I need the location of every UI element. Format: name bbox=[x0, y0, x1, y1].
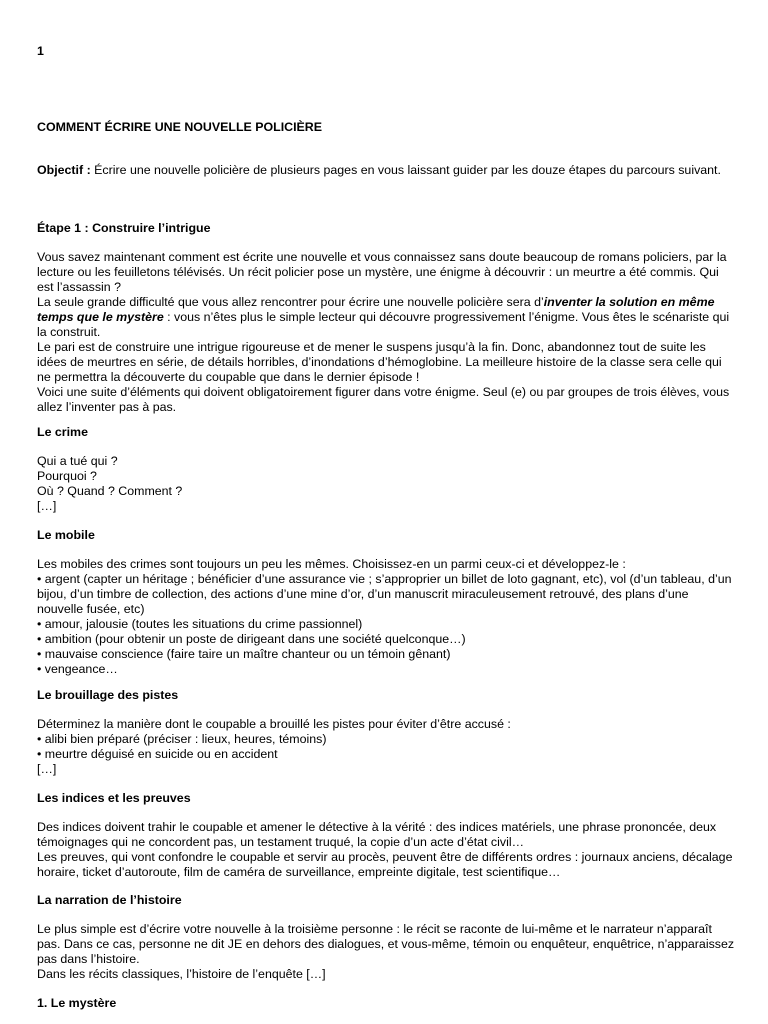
step1-para1: Vous savez maintenant comment est écrite une nouvelle et vous connaissez sans doute beaucoup de romans policiers, par la lecture ou les feuilletons télévisés. Un récit policier pose un mystère, une énigme à découvrir : un meurtre a été commis. Qui est l’assassin ? bbox=[37, 250, 727, 294]
step1-heading: Étape 1 : Construire l’intrigue bbox=[37, 221, 211, 235]
mobile-item: • argent (capter un héritage ; bénéficier d’une assurance vie ; s’approprier un billet de loto gagnant, etc), vol (d’un tableau, d’un bijou, d’un timbre de collection, des actions d’une mine d’or, d’un manuscrit miraculeusement retrouvé, des plans d’une nouvelle fusée, etc) bbox=[37, 572, 732, 616]
mobile-heading: Le mobile bbox=[37, 528, 95, 542]
objective-paragraph bbox=[37, 163, 737, 178]
narration-heading: La narration de l’histoire bbox=[37, 893, 182, 907]
indices-heading: Les indices et les preuves bbox=[37, 791, 191, 805]
step1-body bbox=[37, 250, 737, 415]
mobile-item: • vengeance… bbox=[37, 662, 118, 676]
brouillage-intro: Déterminez la manière dont le coupable a brouillé les pistes pour éviter d’être accusé : bbox=[37, 717, 511, 731]
page-number: 1 bbox=[37, 44, 44, 58]
narration-body bbox=[37, 922, 737, 982]
brouillage-heading: Le brouillage des pistes bbox=[37, 688, 179, 702]
indices-para1: Des indices doivent trahir le coupable et amener le détective à la vérité : des indices matériels, une phrase prononcée, deux témoignages qui ne concordent pas, un testament truqué, la copie d’un acte d’état civil… bbox=[37, 820, 717, 849]
narration-para1: Le plus simple est d’écrire votre nouvelle à la troisième personne : le récit se raconte de lui-même et le narrateur n’apparaît pas. Dans ce cas, personne ne dit JE en dehors des dialogues, et vous-même, témoin ou enquêteur, enquêtrice, n’apparaissez pas dans l’histoire. bbox=[37, 922, 735, 966]
objective-text: Écrire une nouvelle policière de plusieurs pages en vous laissant guider par les douze étapes du parcours suivant. bbox=[90, 163, 721, 177]
crime-line: Pourquoi ? bbox=[37, 469, 97, 483]
crime-line: […] bbox=[37, 499, 57, 513]
mobile-item: • ambition (pour obtenir un poste de dirigeant dans une société quelconque…) bbox=[37, 632, 466, 646]
brouillage-body bbox=[37, 717, 737, 777]
objective-label: Objectif : bbox=[37, 163, 91, 177]
crime-heading: Le crime bbox=[37, 425, 88, 439]
crime-line: Où ? Quand ? Comment ? bbox=[37, 484, 183, 498]
document-title: COMMENT ÉCRIRE UNE NOUVELLE POLICIÈRE bbox=[37, 120, 323, 134]
brouillage-item: • alibi bien préparé (préciser : lieux, heures, témoins) bbox=[37, 732, 327, 746]
mobile-item: • amour, jalousie (toutes les situations du crime passionnel) bbox=[37, 617, 363, 631]
indices-body bbox=[37, 820, 737, 880]
indices-para2: Les preuves, qui vont confondre le coupable et servir au procès, peuvent être de différents ordres : journaux anciens, décalage horaire, ticket d’autoroute, film de caméra de surveillance, empreinte digitale, test scientifique… bbox=[37, 850, 733, 879]
step1-para2: La seule grande difficulté que vous allez rencontrer pour écrire une nouvelle policière sera d’inventer la solution en même temps que le mystère : vous n’êtes plus le simple lecteur qui découvre progressivement l’énigme. Vous êtes le scénariste qui la construit. bbox=[37, 295, 730, 339]
mobile-body bbox=[37, 557, 737, 677]
mystere-heading: 1. Le mystère bbox=[37, 996, 117, 1010]
mobile-intro: Les mobiles des crimes sont toujours un peu les mêmes. Choisissez-en un parmi ceux-ci et développez-le : bbox=[37, 557, 626, 571]
brouillage-item: • meurtre déguisé en suicide ou en accident bbox=[37, 747, 278, 761]
step1-para3: Le pari est de construire une intrigue rigoureuse et de mener le suspens jusqu’à la fin. Donc, abandonnez tout de suite les idées de meurtres en série, de détails horribles, d’inondations d’hémoglobine. La meilleure histoire de la classe sera celle qui ne permettra la découverte du coupable que dans le dernier épisode ! bbox=[37, 340, 722, 384]
mobile-item: • mauvaise conscience (faire taire un maître chanteur ou un témoin gênant) bbox=[37, 647, 451, 661]
narration-para2: Dans les récits classiques, l’histoire de l’enquête […] bbox=[37, 967, 326, 981]
step1-emphasis: inventer la solution en même temps que le mystère bbox=[37, 295, 715, 324]
step1-para4: Voici une suite d’éléments qui doivent obligatoirement figurer dans votre énigme. Seul (e) ou par groupes de trois élèves, vous allez l’inventer pas à pas. bbox=[37, 385, 730, 414]
brouillage-item: […] bbox=[37, 762, 57, 776]
crime-lines bbox=[37, 454, 737, 514]
crime-line: Qui a tué qui ? bbox=[37, 454, 118, 468]
